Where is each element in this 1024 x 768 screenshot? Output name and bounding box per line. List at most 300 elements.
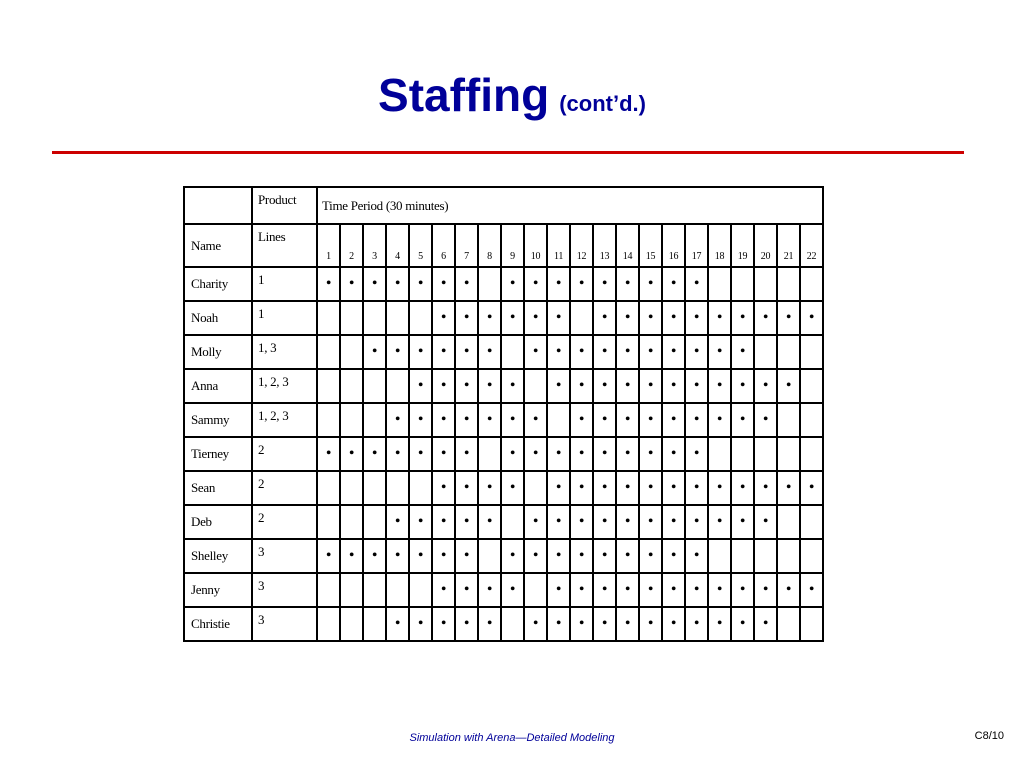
period-cell: •	[708, 301, 731, 335]
period-cell: •	[662, 267, 685, 301]
period-cell: •	[432, 437, 455, 471]
period-cell: •	[432, 471, 455, 505]
period-cell	[363, 471, 386, 505]
period-cell: •	[685, 607, 708, 641]
period-cell: •	[340, 437, 363, 471]
period-cell: •	[639, 369, 662, 403]
period-header: 2	[340, 224, 363, 267]
period-cell: •	[386, 335, 409, 369]
period-cell: •	[386, 437, 409, 471]
period-cell: •	[478, 573, 501, 607]
period-cell: •	[593, 539, 616, 573]
period-cell: •	[409, 335, 432, 369]
period-cell: •	[386, 267, 409, 301]
title-divider	[52, 151, 964, 154]
period-cell	[754, 335, 777, 369]
period-cell: •	[685, 505, 708, 539]
period-header: 21	[777, 224, 800, 267]
period-cell: •	[455, 267, 478, 301]
row-name: Deb	[184, 505, 252, 539]
period-header: 10	[524, 224, 547, 267]
period-cell	[340, 573, 363, 607]
period-header: 8	[478, 224, 501, 267]
period-cell: •	[501, 573, 524, 607]
period-cell: •	[524, 301, 547, 335]
period-cell	[363, 301, 386, 335]
period-cell: •	[547, 437, 570, 471]
period-cell: •	[501, 471, 524, 505]
period-cell: •	[432, 369, 455, 403]
period-cell: •	[501, 301, 524, 335]
table-row	[184, 369, 823, 403]
period-cell: •	[386, 505, 409, 539]
period-cell	[777, 267, 800, 301]
period-cell	[317, 471, 340, 505]
period-cell	[317, 403, 340, 437]
period-cell: •	[432, 573, 455, 607]
period-cell: •	[685, 301, 708, 335]
period-cell: •	[708, 369, 731, 403]
period-cell: •	[455, 505, 478, 539]
period-cell	[501, 607, 524, 641]
period-cell	[386, 369, 409, 403]
row-lines: 1, 2, 3	[252, 369, 317, 403]
staffing-table	[183, 186, 824, 642]
period-cell: •	[409, 539, 432, 573]
period-cell: •	[639, 573, 662, 607]
period-cell	[800, 539, 823, 573]
period-cell: •	[547, 471, 570, 505]
period-cell: •	[593, 505, 616, 539]
page-number: C8/10	[974, 730, 1004, 742]
period-header: 6	[432, 224, 455, 267]
period-cell: •	[409, 505, 432, 539]
period-cell: •	[547, 607, 570, 641]
slide-title-sub: (cont’d.)	[559, 91, 646, 116]
period-cell: •	[708, 505, 731, 539]
period-cell	[800, 505, 823, 539]
period-cell: •	[478, 471, 501, 505]
period-cell	[340, 335, 363, 369]
period-cell: •	[409, 267, 432, 301]
period-cell	[754, 539, 777, 573]
period-cell: •	[317, 267, 340, 301]
period-cell: •	[685, 335, 708, 369]
slide-title-main: Staffing	[378, 69, 550, 121]
period-cell: •	[731, 607, 754, 641]
row-lines: 1	[252, 267, 317, 301]
period-cell: •	[547, 505, 570, 539]
period-cell: •	[363, 539, 386, 573]
period-cell	[777, 607, 800, 641]
period-cell: •	[639, 471, 662, 505]
header-blank-cell	[184, 187, 252, 224]
period-header: 18	[708, 224, 731, 267]
period-cell: •	[386, 539, 409, 573]
period-cell: •	[455, 301, 478, 335]
period-cell: •	[685, 471, 708, 505]
period-cell	[800, 607, 823, 641]
period-cell: •	[662, 505, 685, 539]
period-cell: •	[800, 301, 823, 335]
period-cell: •	[616, 335, 639, 369]
period-cell: •	[478, 607, 501, 641]
period-cell: •	[731, 301, 754, 335]
period-cell	[731, 267, 754, 301]
row-lines: 1, 2, 3	[252, 403, 317, 437]
period-cell	[478, 267, 501, 301]
period-cell: •	[616, 437, 639, 471]
header-time-period: Time Period (30 minutes)	[317, 187, 823, 224]
slide-title	[0, 68, 1024, 122]
period-cell: •	[616, 403, 639, 437]
period-cell: •	[340, 539, 363, 573]
period-cell	[340, 505, 363, 539]
period-cell	[754, 267, 777, 301]
period-header: 16	[662, 224, 685, 267]
period-cell	[317, 505, 340, 539]
period-cell: •	[731, 573, 754, 607]
period-cell	[731, 437, 754, 471]
period-cell: •	[478, 335, 501, 369]
period-cell: •	[501, 437, 524, 471]
table-row	[184, 335, 823, 369]
period-cell: •	[754, 505, 777, 539]
period-cell: •	[639, 437, 662, 471]
row-name: Jenny	[184, 573, 252, 607]
period-header: 12	[570, 224, 593, 267]
period-cell	[363, 607, 386, 641]
period-cell: •	[478, 505, 501, 539]
period-cell	[800, 437, 823, 471]
period-cell: •	[754, 607, 777, 641]
period-cell: •	[708, 335, 731, 369]
period-cell	[777, 403, 800, 437]
period-cell: •	[455, 335, 478, 369]
period-cell	[547, 403, 570, 437]
period-header: 7	[455, 224, 478, 267]
table-row	[184, 539, 823, 573]
period-cell: •	[547, 301, 570, 335]
period-cell	[409, 471, 432, 505]
period-cell: •	[685, 369, 708, 403]
period-cell	[317, 335, 340, 369]
row-name: Sean	[184, 471, 252, 505]
row-lines: 3	[252, 539, 317, 573]
period-cell: •	[501, 267, 524, 301]
period-cell	[340, 403, 363, 437]
period-cell: •	[685, 267, 708, 301]
period-cell: •	[363, 437, 386, 471]
period-cell: •	[662, 539, 685, 573]
period-cell: •	[662, 573, 685, 607]
row-lines: 3	[252, 607, 317, 641]
period-cell: •	[593, 607, 616, 641]
period-cell	[317, 573, 340, 607]
period-cell	[340, 301, 363, 335]
period-cell: •	[685, 437, 708, 471]
period-cell	[777, 539, 800, 573]
period-header: 5	[409, 224, 432, 267]
row-lines: 1, 3	[252, 335, 317, 369]
header-row-2	[184, 224, 823, 267]
period-cell	[501, 335, 524, 369]
period-cell: •	[708, 573, 731, 607]
period-cell: •	[570, 573, 593, 607]
period-cell: •	[455, 573, 478, 607]
period-cell: •	[455, 539, 478, 573]
period-header: 15	[639, 224, 662, 267]
row-name: Anna	[184, 369, 252, 403]
period-cell: •	[524, 335, 547, 369]
period-cell	[800, 403, 823, 437]
period-cell: •	[662, 335, 685, 369]
period-cell: •	[570, 471, 593, 505]
period-header: 14	[616, 224, 639, 267]
period-cell	[386, 471, 409, 505]
row-lines: 3	[252, 573, 317, 607]
period-cell: •	[777, 301, 800, 335]
period-cell	[708, 267, 731, 301]
period-cell	[340, 369, 363, 403]
period-cell: •	[501, 369, 524, 403]
period-cell: •	[593, 369, 616, 403]
period-cell	[777, 335, 800, 369]
period-cell: •	[432, 505, 455, 539]
period-cell: •	[662, 403, 685, 437]
period-cell: •	[432, 607, 455, 641]
period-cell: •	[593, 335, 616, 369]
period-cell: •	[317, 437, 340, 471]
table-row	[184, 573, 823, 607]
period-cell	[363, 573, 386, 607]
period-cell: •	[639, 505, 662, 539]
period-cell: •	[340, 267, 363, 301]
period-cell: •	[432, 335, 455, 369]
period-cell: •	[570, 335, 593, 369]
period-cell: •	[547, 267, 570, 301]
period-cell: •	[754, 301, 777, 335]
period-cell: •	[386, 403, 409, 437]
period-cell: •	[777, 471, 800, 505]
period-cell: •	[593, 471, 616, 505]
period-cell: •	[524, 403, 547, 437]
period-cell	[524, 471, 547, 505]
period-cell: •	[501, 403, 524, 437]
period-cell: •	[478, 369, 501, 403]
period-cell: •	[685, 403, 708, 437]
row-name: Sammy	[184, 403, 252, 437]
period-header: 4	[386, 224, 409, 267]
period-cell: •	[363, 335, 386, 369]
period-cell	[363, 369, 386, 403]
period-cell	[570, 301, 593, 335]
row-lines: 1	[252, 301, 317, 335]
table-row	[184, 505, 823, 539]
period-cell: •	[547, 573, 570, 607]
period-cell: •	[570, 369, 593, 403]
period-cell	[501, 505, 524, 539]
period-cell: •	[570, 267, 593, 301]
period-cell: •	[754, 403, 777, 437]
period-cell: •	[501, 539, 524, 573]
period-cell: •	[524, 437, 547, 471]
period-cell	[800, 267, 823, 301]
period-cell: •	[777, 573, 800, 607]
table-row	[184, 267, 823, 301]
header-row-1	[184, 187, 823, 224]
period-cell	[317, 301, 340, 335]
row-lines: 2	[252, 471, 317, 505]
period-cell: •	[616, 369, 639, 403]
period-cell: •	[662, 437, 685, 471]
period-cell: •	[570, 505, 593, 539]
row-lines: 2	[252, 437, 317, 471]
period-cell: •	[731, 403, 754, 437]
table-row	[184, 437, 823, 471]
period-cell: •	[731, 335, 754, 369]
period-header: 1	[317, 224, 340, 267]
period-cell: •	[616, 505, 639, 539]
period-cell: •	[593, 403, 616, 437]
period-cell: •	[639, 301, 662, 335]
period-cell: •	[409, 403, 432, 437]
row-name: Molly	[184, 335, 252, 369]
period-cell	[800, 335, 823, 369]
period-cell: •	[800, 471, 823, 505]
period-cell: •	[639, 607, 662, 641]
period-cell: •	[524, 267, 547, 301]
period-cell: •	[754, 573, 777, 607]
period-cell: •	[593, 437, 616, 471]
row-name: Shelley	[184, 539, 252, 573]
period-cell	[340, 607, 363, 641]
period-cell: •	[731, 505, 754, 539]
period-cell	[708, 539, 731, 573]
period-cell: •	[409, 437, 432, 471]
row-name: Charity	[184, 267, 252, 301]
period-cell: •	[708, 607, 731, 641]
period-cell: •	[662, 369, 685, 403]
period-cell: •	[708, 471, 731, 505]
period-cell: •	[639, 539, 662, 573]
period-cell: •	[570, 607, 593, 641]
period-cell: •	[616, 573, 639, 607]
period-cell: •	[547, 539, 570, 573]
period-cell: •	[570, 539, 593, 573]
period-cell	[524, 573, 547, 607]
period-cell: •	[455, 369, 478, 403]
period-header: 11	[547, 224, 570, 267]
table-row	[184, 403, 823, 437]
period-cell: •	[800, 573, 823, 607]
period-cell: •	[616, 471, 639, 505]
period-cell	[754, 437, 777, 471]
period-cell: •	[616, 607, 639, 641]
period-cell: •	[409, 369, 432, 403]
header-lines: Lines	[252, 224, 317, 267]
period-cell: •	[478, 403, 501, 437]
period-cell: •	[409, 607, 432, 641]
table-row	[184, 471, 823, 505]
header-name: Name	[184, 224, 252, 267]
period-cell	[386, 301, 409, 335]
period-cell	[409, 301, 432, 335]
period-cell: •	[570, 403, 593, 437]
period-cell: •	[593, 573, 616, 607]
row-name: Christie	[184, 607, 252, 641]
period-cell	[731, 539, 754, 573]
period-cell: •	[777, 369, 800, 403]
period-cell: •	[524, 539, 547, 573]
period-cell: •	[547, 369, 570, 403]
period-cell: •	[455, 471, 478, 505]
period-cell: •	[386, 607, 409, 641]
period-header: 22	[800, 224, 823, 267]
period-cell: •	[455, 403, 478, 437]
period-cell: •	[754, 369, 777, 403]
row-lines: 2	[252, 505, 317, 539]
period-cell	[524, 369, 547, 403]
period-cell: •	[639, 403, 662, 437]
period-cell	[386, 573, 409, 607]
period-cell: •	[432, 267, 455, 301]
period-cell	[800, 369, 823, 403]
period-cell: •	[593, 267, 616, 301]
period-cell	[708, 437, 731, 471]
period-cell: •	[570, 437, 593, 471]
period-cell: •	[662, 471, 685, 505]
period-cell: •	[685, 539, 708, 573]
header-product: Product	[252, 187, 317, 224]
period-cell: •	[662, 607, 685, 641]
period-cell	[777, 437, 800, 471]
period-cell	[340, 471, 363, 505]
period-cell: •	[593, 301, 616, 335]
period-cell	[317, 607, 340, 641]
period-cell: •	[639, 267, 662, 301]
period-cell	[409, 573, 432, 607]
period-header: 20	[754, 224, 777, 267]
period-cell	[363, 505, 386, 539]
period-cell: •	[754, 471, 777, 505]
period-cell: •	[708, 403, 731, 437]
period-header: 13	[593, 224, 616, 267]
period-cell: •	[616, 301, 639, 335]
row-name: Noah	[184, 301, 252, 335]
period-cell: •	[662, 301, 685, 335]
period-cell: •	[524, 607, 547, 641]
table-row	[184, 607, 823, 641]
period-cell: •	[639, 335, 662, 369]
period-cell: •	[455, 607, 478, 641]
period-cell: •	[731, 471, 754, 505]
period-cell: •	[547, 335, 570, 369]
period-cell: •	[478, 301, 501, 335]
period-header: 17	[685, 224, 708, 267]
period-cell: •	[685, 573, 708, 607]
period-cell	[478, 437, 501, 471]
period-cell: •	[432, 539, 455, 573]
period-cell	[478, 539, 501, 573]
row-name: Tierney	[184, 437, 252, 471]
period-cell: •	[455, 437, 478, 471]
period-cell	[317, 369, 340, 403]
period-cell: •	[363, 267, 386, 301]
footer-caption: Simulation with Arena—Detailed Modeling	[409, 732, 615, 744]
period-cell: •	[317, 539, 340, 573]
period-cell: •	[432, 301, 455, 335]
